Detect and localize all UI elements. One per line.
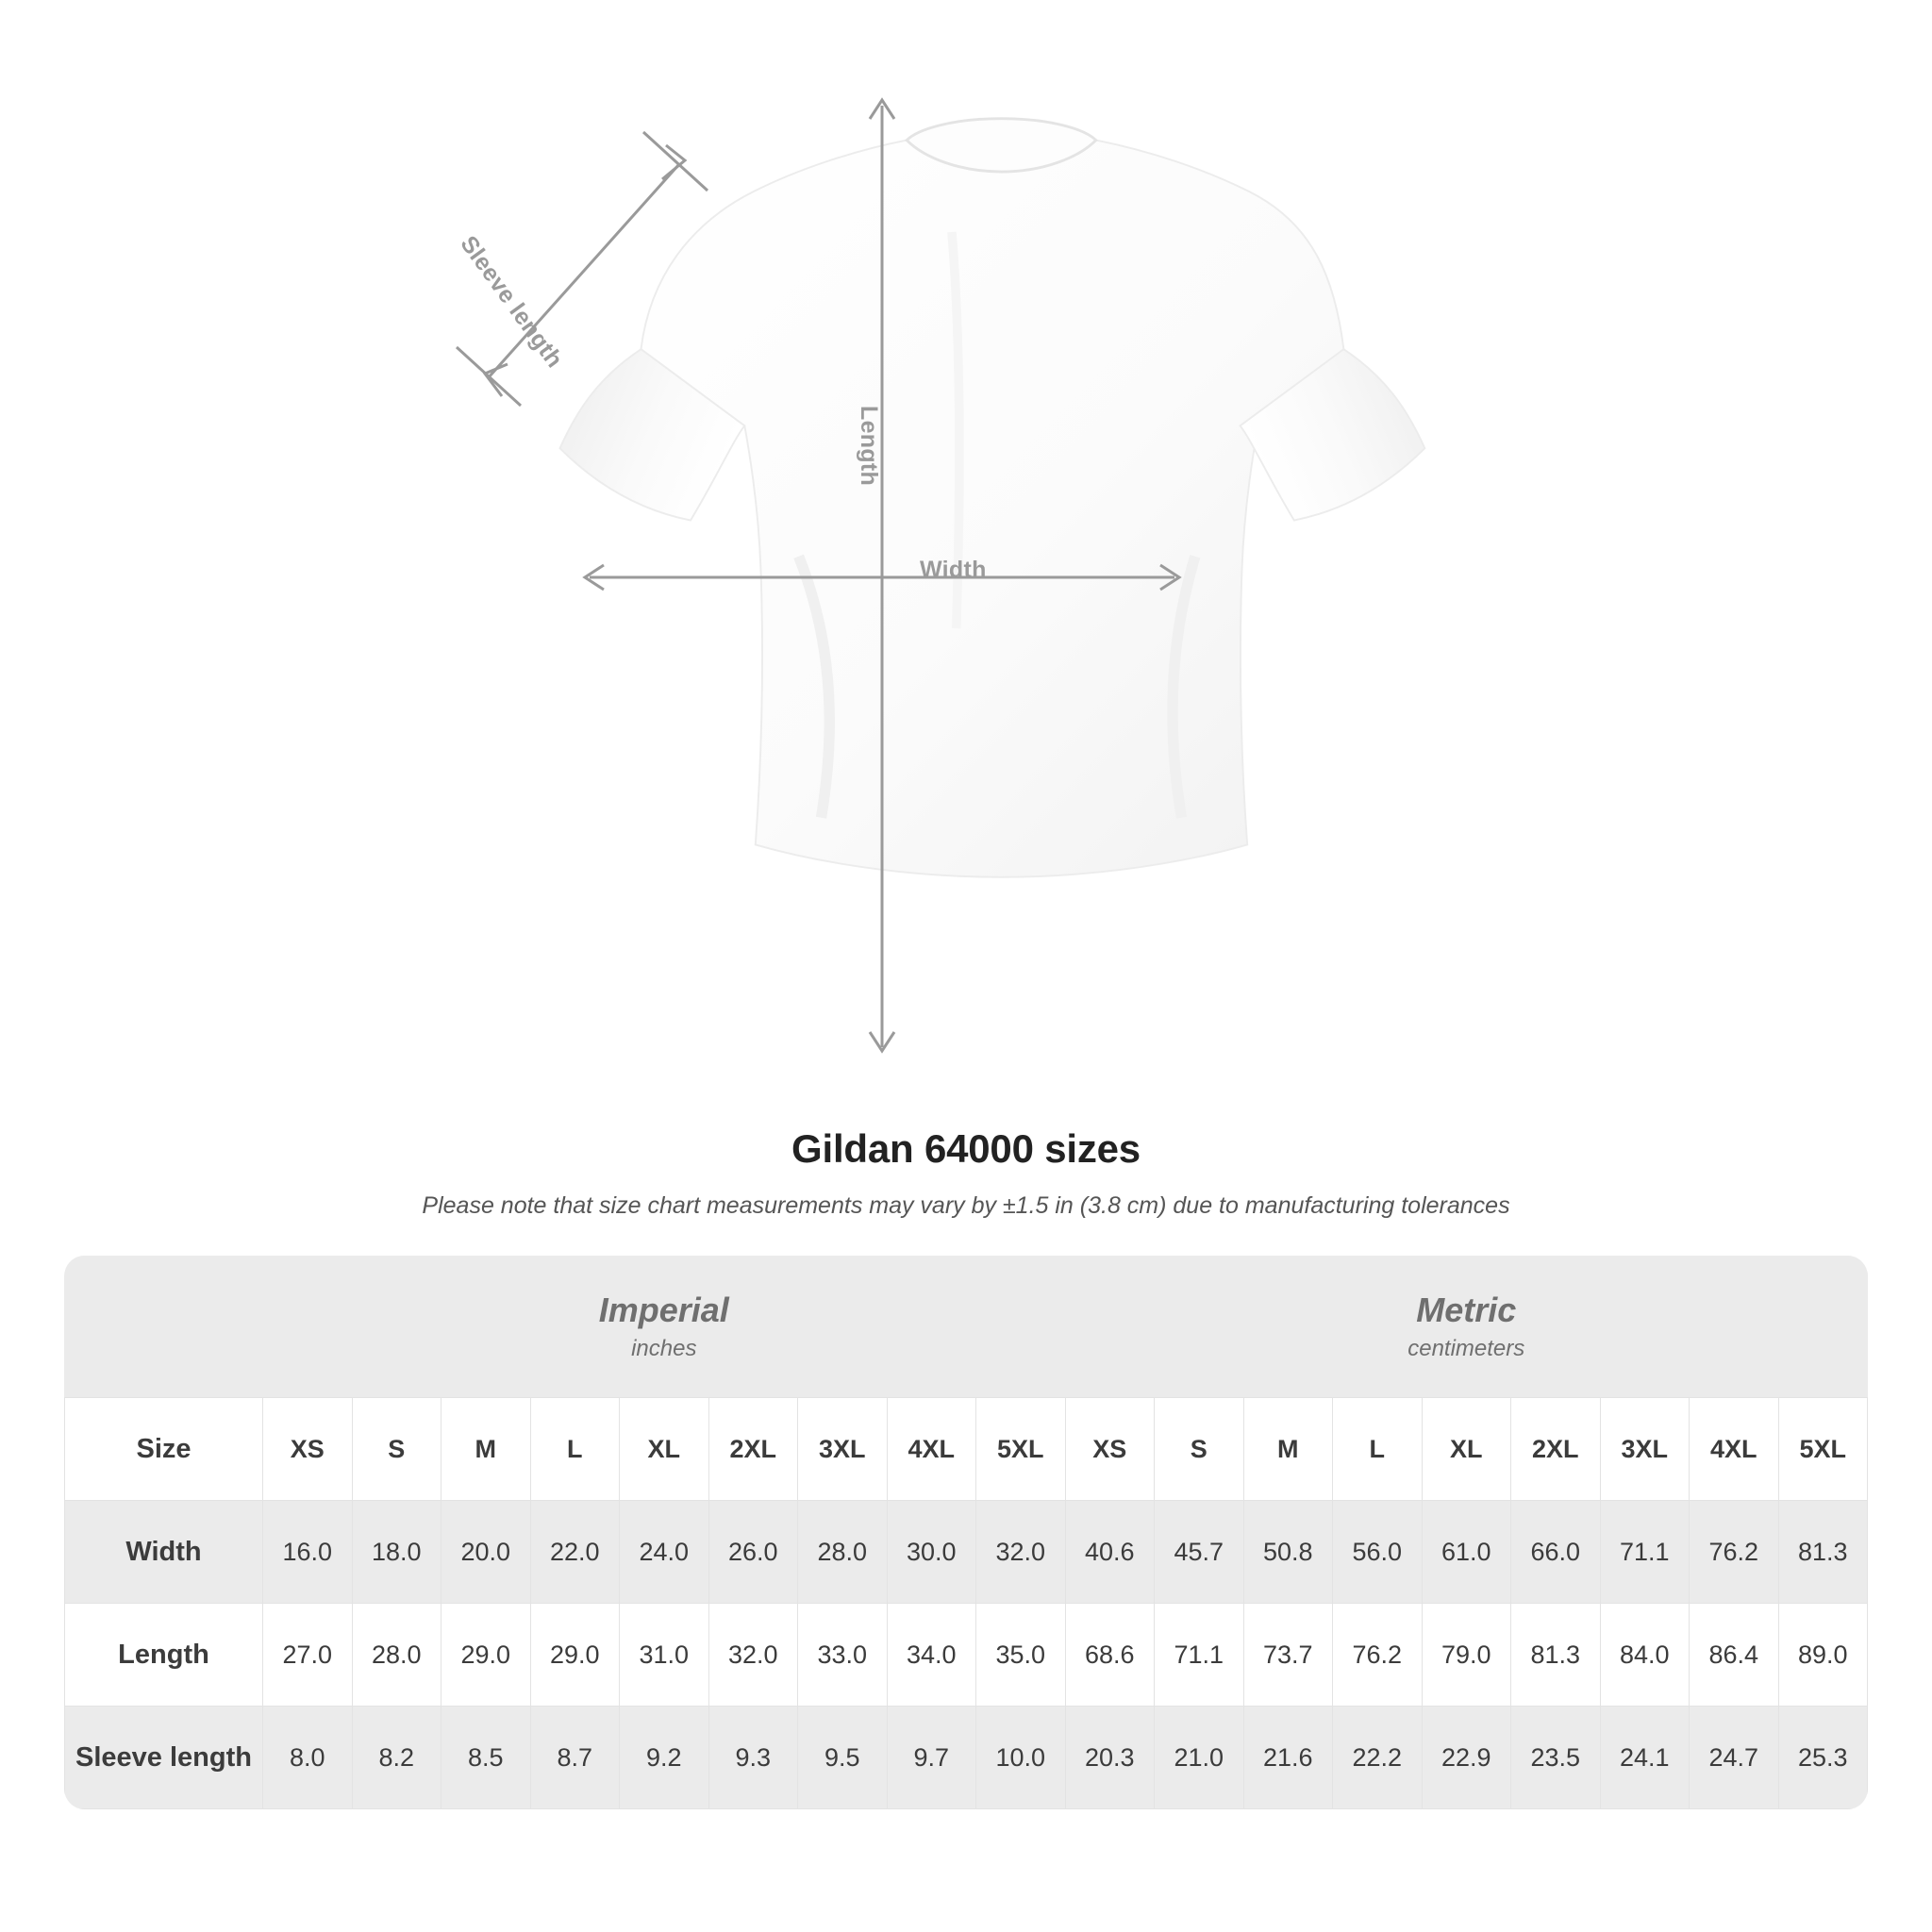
table-cell: 9.5 — [798, 1707, 888, 1809]
size-header-cell: 3XL — [1600, 1398, 1690, 1501]
table-cell: 45.7 — [1155, 1501, 1244, 1604]
unit-group-metric-sub: centimeters — [1407, 1335, 1525, 1361]
table-cell: 24.1 — [1600, 1707, 1690, 1809]
table-cell: 8.2 — [352, 1707, 441, 1809]
unit-group-imperial-sub: inches — [631, 1335, 697, 1361]
table-cell: 23.5 — [1511, 1707, 1601, 1809]
table-cell: 24.0 — [620, 1501, 709, 1604]
table-cell: 71.1 — [1155, 1604, 1244, 1707]
table-cell: 79.0 — [1422, 1604, 1511, 1707]
table-cell: 18.0 — [352, 1501, 441, 1604]
unit-group-metric — [1065, 1256, 1868, 1398]
table-cell: 8.0 — [263, 1707, 353, 1809]
sleeve-length-dimension-label: Sleeve length — [455, 231, 569, 374]
unit-row-spacer — [65, 1256, 263, 1398]
table-cell: 16.0 — [263, 1501, 353, 1604]
table-cell: 31.0 — [620, 1604, 709, 1707]
size-header-cell: XS — [263, 1398, 353, 1501]
width-dimension-label: Width — [920, 557, 987, 583]
tshirt-graphic — [443, 85, 1491, 1085]
table-cell: 24.7 — [1690, 1707, 1779, 1809]
table-cell: 76.2 — [1333, 1604, 1423, 1707]
table-cell: 73.7 — [1243, 1604, 1333, 1707]
table-cell: 32.0 — [976, 1501, 1066, 1604]
table-cell: 30.0 — [887, 1501, 976, 1604]
size-header-row — [65, 1398, 1868, 1501]
size-header-cell: XS — [1065, 1398, 1155, 1501]
table-row-label: Width — [65, 1501, 263, 1604]
size-header-cell: L — [530, 1398, 620, 1501]
size-header-cell: 2XL — [1511, 1398, 1601, 1501]
table-cell: 10.0 — [976, 1707, 1066, 1809]
size-header-cell: 2XL — [708, 1398, 798, 1501]
table-cell: 21.0 — [1155, 1707, 1244, 1809]
size-table — [64, 1256, 1868, 1809]
table-cell: 33.0 — [798, 1604, 888, 1707]
table-row-label: Length — [65, 1604, 263, 1707]
unit-group-row — [65, 1256, 1868, 1398]
table-cell: 9.7 — [887, 1707, 976, 1809]
table-cell: 34.0 — [887, 1604, 976, 1707]
size-header-cell: M — [441, 1398, 531, 1501]
tshirt-svg — [443, 85, 1491, 1085]
table-cell: 21.6 — [1243, 1707, 1333, 1809]
unit-group-metric-name: Metric — [1416, 1291, 1517, 1330]
table-cell: 68.6 — [1065, 1604, 1155, 1707]
table-cell: 71.1 — [1600, 1501, 1690, 1604]
size-header-cell: 4XL — [887, 1398, 976, 1501]
table-row — [65, 1707, 1868, 1809]
measurement-tolerance-note: Please note that size chart measurements may vary by ±1.5 in (3.8 cm) due to manufacturing tolerances — [422, 1192, 1510, 1219]
table-cell: 29.0 — [530, 1604, 620, 1707]
table-cell: 28.0 — [798, 1501, 888, 1604]
table-cell: 32.0 — [708, 1604, 798, 1707]
table-cell: 8.7 — [530, 1707, 620, 1809]
table-cell: 56.0 — [1333, 1501, 1423, 1604]
size-header-cell: XL — [1422, 1398, 1511, 1501]
table-cell: 29.0 — [441, 1604, 531, 1707]
unit-group-imperial-name: Imperial — [598, 1291, 729, 1330]
table-cell: 76.2 — [1690, 1501, 1779, 1604]
size-header-cell: L — [1333, 1398, 1423, 1501]
table-cell: 61.0 — [1422, 1501, 1511, 1604]
table-cell: 22.2 — [1333, 1707, 1423, 1809]
heading-block — [0, 1126, 1932, 1220]
size-header-label: Size — [65, 1398, 263, 1501]
table-cell: 81.3 — [1778, 1501, 1868, 1604]
table-cell: 9.2 — [620, 1707, 709, 1809]
page-title: Gildan 64000 sizes — [791, 1126, 1141, 1171]
table-row — [65, 1501, 1868, 1604]
table-cell: 22.9 — [1422, 1707, 1511, 1809]
table-cell: 81.3 — [1511, 1604, 1601, 1707]
size-header-cell: 5XL — [1778, 1398, 1868, 1501]
table-row-label: Sleeve length — [65, 1707, 263, 1809]
table-cell: 20.3 — [1065, 1707, 1155, 1809]
size-header-cell: 5XL — [976, 1398, 1066, 1501]
table-cell: 89.0 — [1778, 1604, 1868, 1707]
length-dimension-label: Length — [856, 406, 882, 487]
table-cell: 66.0 — [1511, 1501, 1601, 1604]
table-cell: 25.3 — [1778, 1707, 1868, 1809]
unit-group-imperial — [263, 1256, 1066, 1398]
table-row — [65, 1604, 1868, 1707]
size-header-cell: S — [1155, 1398, 1244, 1501]
size-table-container — [64, 1256, 1868, 1809]
table-cell: 20.0 — [441, 1501, 531, 1604]
size-header-cell: S — [352, 1398, 441, 1501]
size-header-cell: 4XL — [1690, 1398, 1779, 1501]
table-cell: 22.0 — [530, 1501, 620, 1604]
table-cell: 50.8 — [1243, 1501, 1333, 1604]
table-cell: 84.0 — [1600, 1604, 1690, 1707]
table-cell: 40.6 — [1065, 1501, 1155, 1604]
size-header-cell: 3XL — [798, 1398, 888, 1501]
table-cell: 35.0 — [976, 1604, 1066, 1707]
table-cell: 28.0 — [352, 1604, 441, 1707]
table-cell: 9.3 — [708, 1707, 798, 1809]
table-cell: 27.0 — [263, 1604, 353, 1707]
table-cell: 8.5 — [441, 1707, 531, 1809]
table-cell: 86.4 — [1690, 1604, 1779, 1707]
size-header-cell: XL — [620, 1398, 709, 1501]
table-cell: 26.0 — [708, 1501, 798, 1604]
size-header-cell: M — [1243, 1398, 1333, 1501]
